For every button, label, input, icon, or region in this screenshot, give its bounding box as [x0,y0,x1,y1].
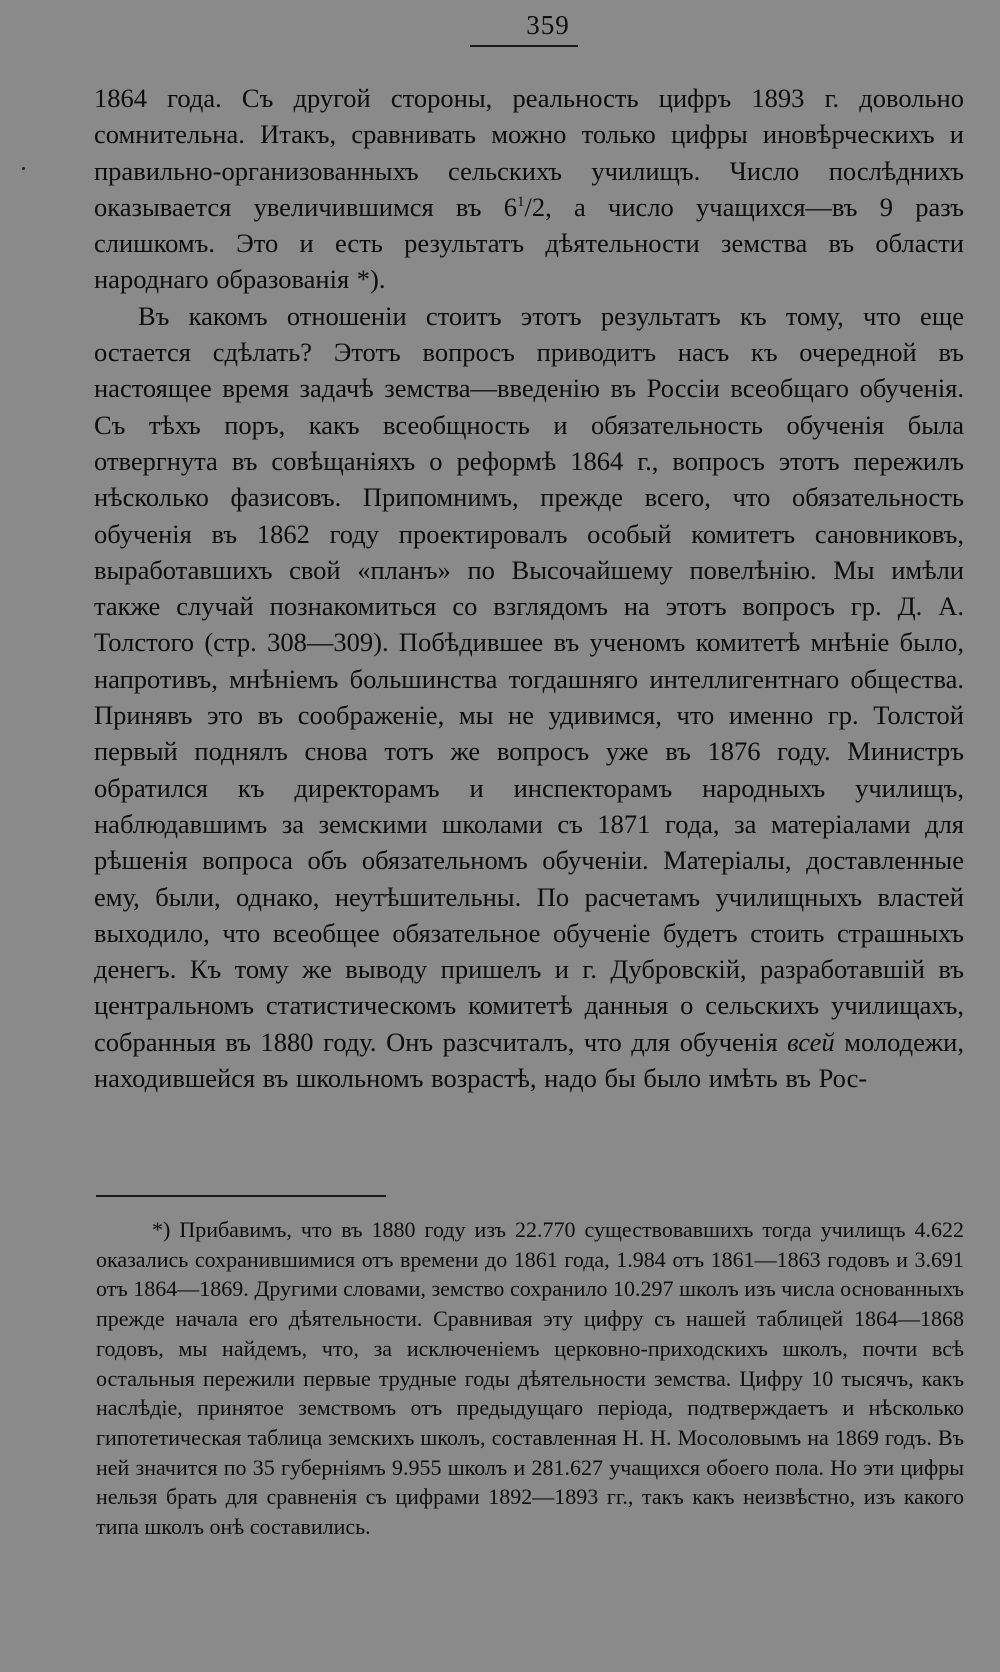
paragraph-2-text: Въ какомъ отношеніи стоитъ этотъ результатъ къ тому, что еще остается сдѣлать? Этотъ вопросъ приводитъ насъ къ очередной въ настоящее время задачѣ земства—введенію въ Россіи всеобщаго обученія. Съ тѣхъ поръ, какъ всеобщность и обязательность обученія была отвергнута въ совѣщаніяхъ о реформѣ 1864 г., вопросъ этотъ пережилъ нѣсколько фазисовъ. Припомнимъ, прежде всего, что обязательность обученія въ 1862 году проектировалъ особый комитетъ сановниковъ, выработавшихъ свой «планъ» по Высочайшему повелѣнію. Мы имѣли также случай познакомиться со взглядомъ на этотъ вопросъ гр. Д. А. Толстого (стр. 308—309). Побѣдившее въ ученомъ комитетѣ мнѣніе было, напротивъ, мнѣніемъ большинства тогдашняго интеллигентнаго общества. Принявъ это въ соображеніе, мы не удивимся, что именно гр. Толстой первый поднялъ снова тотъ же вопросъ уже въ 1876 году. Министръ обратился къ директорамъ и инспекторамъ народныхъ училищъ, наблюдавшимъ за земскими школами съ 1871 года, за матеріалами для рѣшенія вопроса объ обязательномъ обученіи. Матеріалы, доставленные ему, были, однако, неутѣшительны. По расчетамъ училищныхъ властей выходило, что всеобщее обязательное обученіе будетъ стоить страшныхъ денегъ. Къ тому же выводу пришелъ и г. Дубровскій, разработавшій въ центральномъ статистическомъ комитетѣ данныя о сельскихъ училищахъ, собранныя въ 1880 году. Онъ разсчиталъ, что для обученія [94,300,964,1057]
paragraph-2-continuation: молодежи, находившейся въ школьномъ возрастѣ, надо бы было имѣть въ Рос- [94,1026,964,1094]
margin-speck [22,167,25,170]
paragraph-2 [94,298,964,1097]
page-number: 359 [526,10,570,40]
paragraph-1 [94,80,964,298]
footnote [96,1215,964,1542]
paragraph-1-text: 1864 года. Съ другой стороны, реальность цифръ 1893 г. довольно сомнительна. Итакъ, сравнивать можно только цифры иновѣрческихъ и правильно-организованныхъ сельскихъ училищъ. Число послѣднихъ оказывается увеличившимся въ 6 [94,83,964,222]
fraction-numerator: 1 [517,194,525,211]
page-number-underline [470,45,578,47]
footnote-separator [96,1195,386,1197]
paragraph-1-continuation: /2, а число учащихся—въ 9 разъ слишкомъ. Это и есть результатъ дѣятельности земства въ области народнаго образованія *). [94,191,964,295]
paragraph-2-italic: всей [787,1026,835,1057]
main-text [94,80,964,1096]
footnote-text: *) Прибавимъ, что въ 1880 году изъ 22.770 существовавшихъ тогда училищъ 4.622 оказались сохранившимися отъ времени до 1861 года, 1.984 отъ 1861—1863 годовъ и 3.691 отъ 1864—1869. Другими словами, земство сохранило 10.297 школъ изъ числа основанныхъ прежде начала его дѣятельности. Сравнивая эту цифру съ нашей таблицей 1864—1868 годовъ, мы найдемъ, что, за исключеніемъ церковно-приходскихъ школъ, почти всѣ остальныя пережили первые трудные годы дѣятельности земства. Цифру 10 тысячъ, какъ наслѣдіе, принятое земствомъ отъ предыдущаго періода, подтверждаетъ и нѣсколько гипотетическая таблица земскихъ школъ, составленная Н. Н. Мосоловымъ на 1869 годъ. Въ ней значится по 35 губерніямъ 9.955 школъ и 281.627 учащихся обоего пола. Но эти цифры нельзя брать для сравненія съ цифрами 1892—1893 гг., такъ какъ неизвѣстно, изъ какого типа школъ онѣ составились. [96,1217,964,1540]
